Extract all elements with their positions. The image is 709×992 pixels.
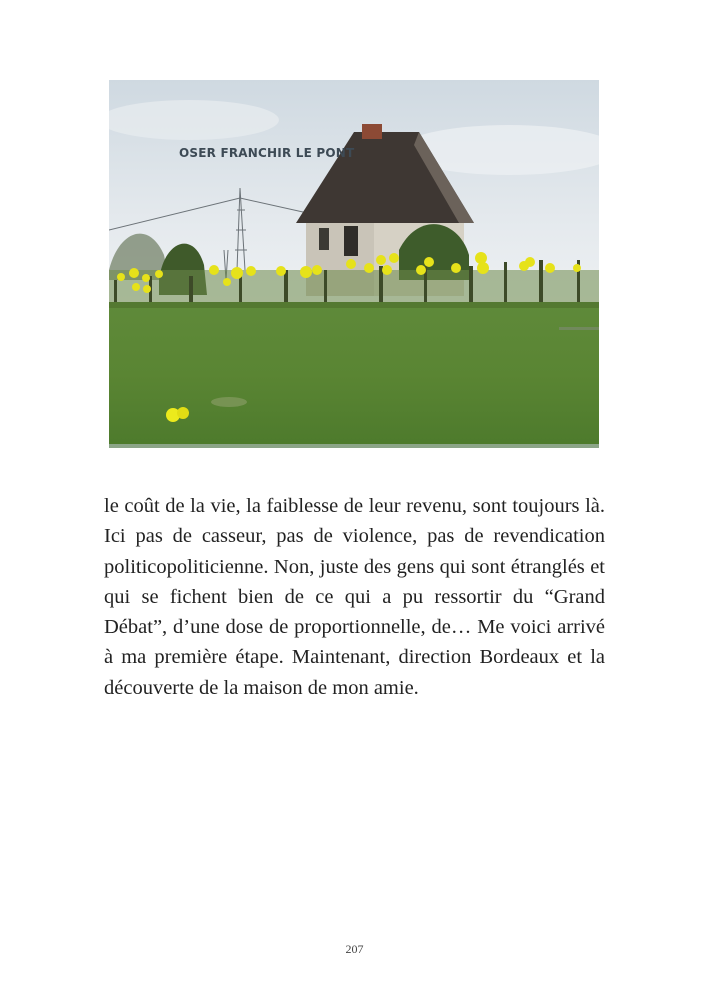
page-number: 207 — [345, 942, 364, 956]
vineyard-house-photo — [109, 80, 599, 448]
photo-caption: OSER FRANCHIR LE PONT — [179, 146, 355, 160]
body-paragraph: le coût de la vie, la faiblesse de leur revenu, sont toujours là. Ici pas de casseur, pas de violence, pas de revendication politicopoliticienne. Non, juste des gens qui sont étranglés et qui se fichent bien de ce qui a pu ressortir du “Grand Débat”, d’une dose de proportionnelle, de… Me voici arrivé à ma première étape. Maintenant, direction Bordeaux et la découverte de la maison de mon amie. — [104, 495, 605, 699]
